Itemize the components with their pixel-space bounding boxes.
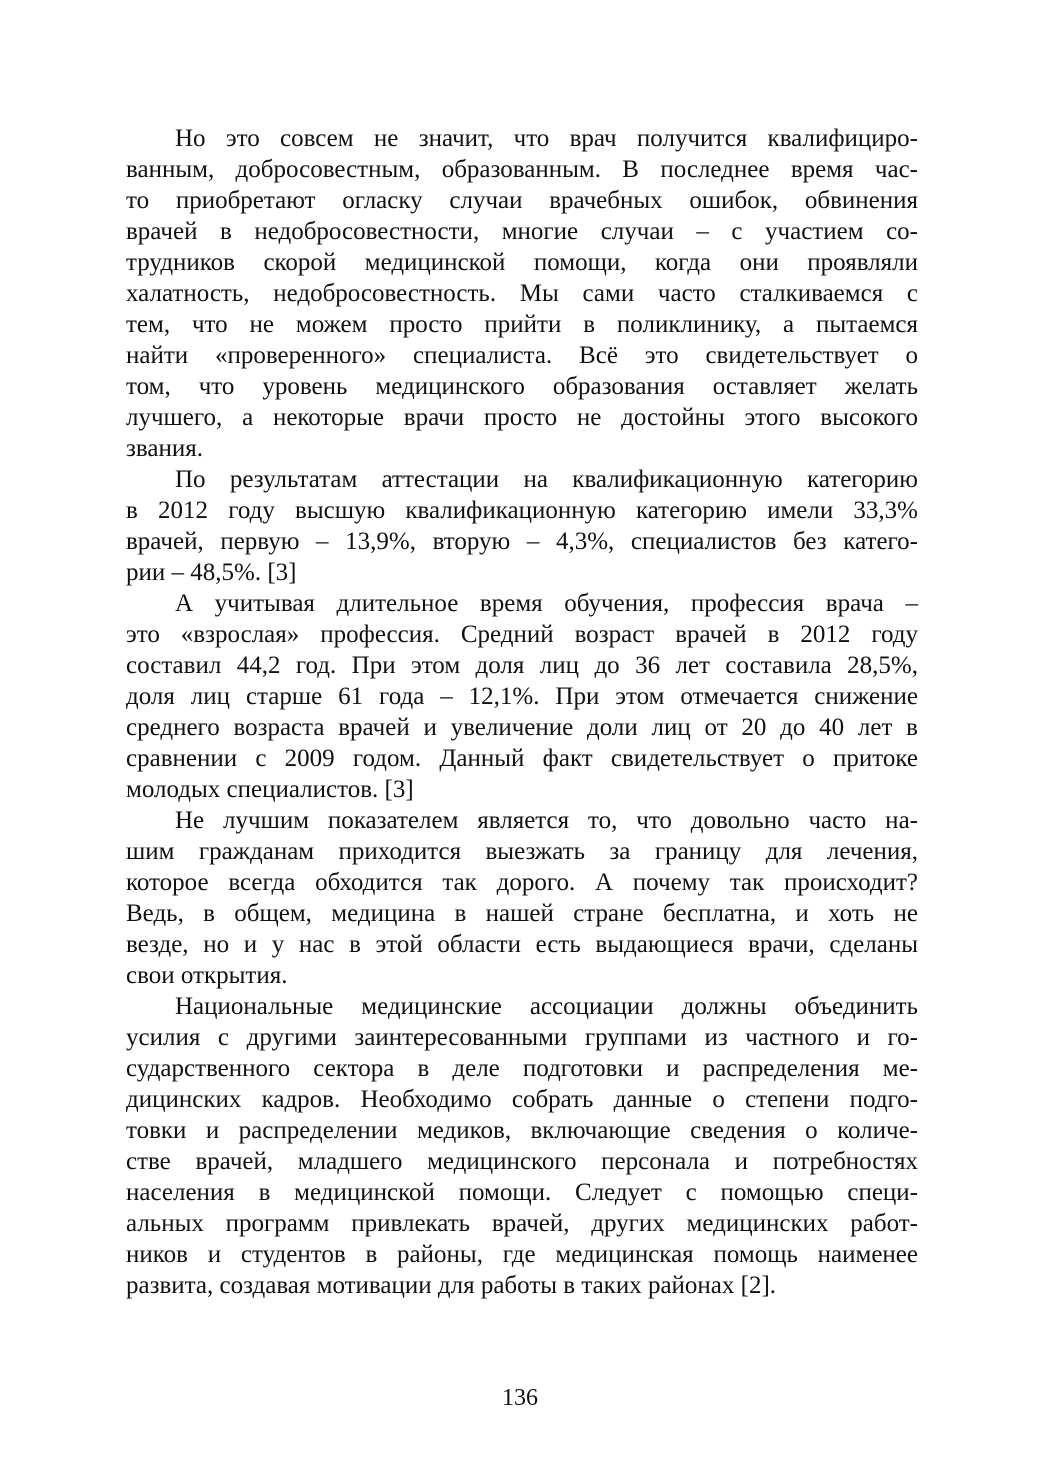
text-line: усилия с другими заинтересованными группами из частного и го- xyxy=(126,1024,918,1051)
text-line: врачей в недобросовестности, многие случаи – с участием со- xyxy=(126,218,918,245)
text-line: свои открытия. xyxy=(126,962,288,989)
text-line: По результатам аттестации на квалификационную категорию xyxy=(175,466,918,493)
paragraph-1 xyxy=(126,123,918,464)
text-line: развита, создавая мотивации для работы в таких районах [2]. xyxy=(126,1272,777,1299)
body-text xyxy=(126,123,918,1301)
text-line: составил 44,2 год. При этом доля лиц до 36 лет составила 28,5%, xyxy=(126,652,918,679)
text-line: Ведь, в общем, медицина в нашей стране бесплатна, и хоть не xyxy=(126,900,918,927)
text-line: сударственного сектора в деле подготовки и распределения ме- xyxy=(126,1055,918,1082)
text-line: которое всегда обходится так дорого. А почему так происходит? xyxy=(126,869,918,896)
paragraph-5 xyxy=(126,991,918,1301)
text-line: том, что уровень медицинского образования оставляет желать xyxy=(126,373,918,400)
text-line: в 2012 году высшую квалификационную категорию имели 33,3% xyxy=(126,497,918,524)
text-line: везде, но и у нас в этой области есть выдающиеся врачи, сделаны xyxy=(126,931,918,958)
text-line: шим гражданам приходится выезжать за границу для лечения, xyxy=(126,838,918,865)
text-line: врачей, первую – 13,9%, вторую – 4,3%, специалистов без катего- xyxy=(126,528,918,555)
text-line: халатность, недобросовестность. Мы сами часто сталкиваемся с xyxy=(126,280,918,307)
text-line: альных программ привлекать врачей, других медицинских работ- xyxy=(126,1210,918,1237)
text-line: ников и студентов в районы, где медицинская помощь наименее xyxy=(126,1241,918,1268)
text-line: рии – 48,5%. [3] xyxy=(126,559,297,586)
text-line: лучшего, а некоторые врачи просто не достойны этого высокого xyxy=(126,404,918,431)
paragraph-3 xyxy=(126,588,918,805)
text-line: ванным, добросовестным, образованным. В последнее время час- xyxy=(126,156,918,183)
text-line: стве врачей, младшего медицинского персонала и потребностях xyxy=(126,1148,918,1175)
text-line: Не лучшим показателем является то, что довольно часто на- xyxy=(175,807,918,834)
text-line: это «взрослая» профессия. Средний возраст врачей в 2012 году xyxy=(126,621,918,648)
text-line: звания. xyxy=(126,435,203,462)
text-line: Но это совсем не значит, что врач получится квалифициро- xyxy=(175,125,918,152)
text-line: трудников скорой медицинской помощи, когда они проявляли xyxy=(126,249,918,276)
text-line: доля лиц старше 61 года – 12,1%. При этом отмечается снижение xyxy=(126,683,918,710)
text-line: Национальные медицинские ассоциации должны объединить xyxy=(175,993,918,1020)
text-line: среднего возраста врачей и увеличение доли лиц от 20 до 40 лет в xyxy=(126,714,918,741)
text-line: товки и распределении медиков, включающие сведения о количе- xyxy=(126,1117,918,1144)
text-line: то приобретают огласку случаи врачебных ошибок, обвинения xyxy=(126,187,918,214)
text-line: сравнении с 2009 годом. Данный факт свидетельствует о притоке xyxy=(126,745,918,772)
paragraph-4 xyxy=(126,805,918,991)
text-line: молодых специалистов. [3] xyxy=(126,776,414,803)
text-line: найти «проверенного» специалиста. Всё это свидетельствует о xyxy=(126,342,918,369)
text-line: тем, что не можем просто прийти в поликлинику, а пытаемся xyxy=(126,311,918,338)
page-number: 136 xyxy=(502,1385,538,1411)
text-line: дицинских кадров. Необходимо собрать данные о степени подго- xyxy=(126,1086,918,1113)
paragraph-2 xyxy=(126,464,918,588)
text-line: А учитывая длительное время обучения, профессия врача – xyxy=(175,590,918,617)
text-line: населения в медицинской помощи. Следует с помощью специ- xyxy=(126,1179,918,1206)
